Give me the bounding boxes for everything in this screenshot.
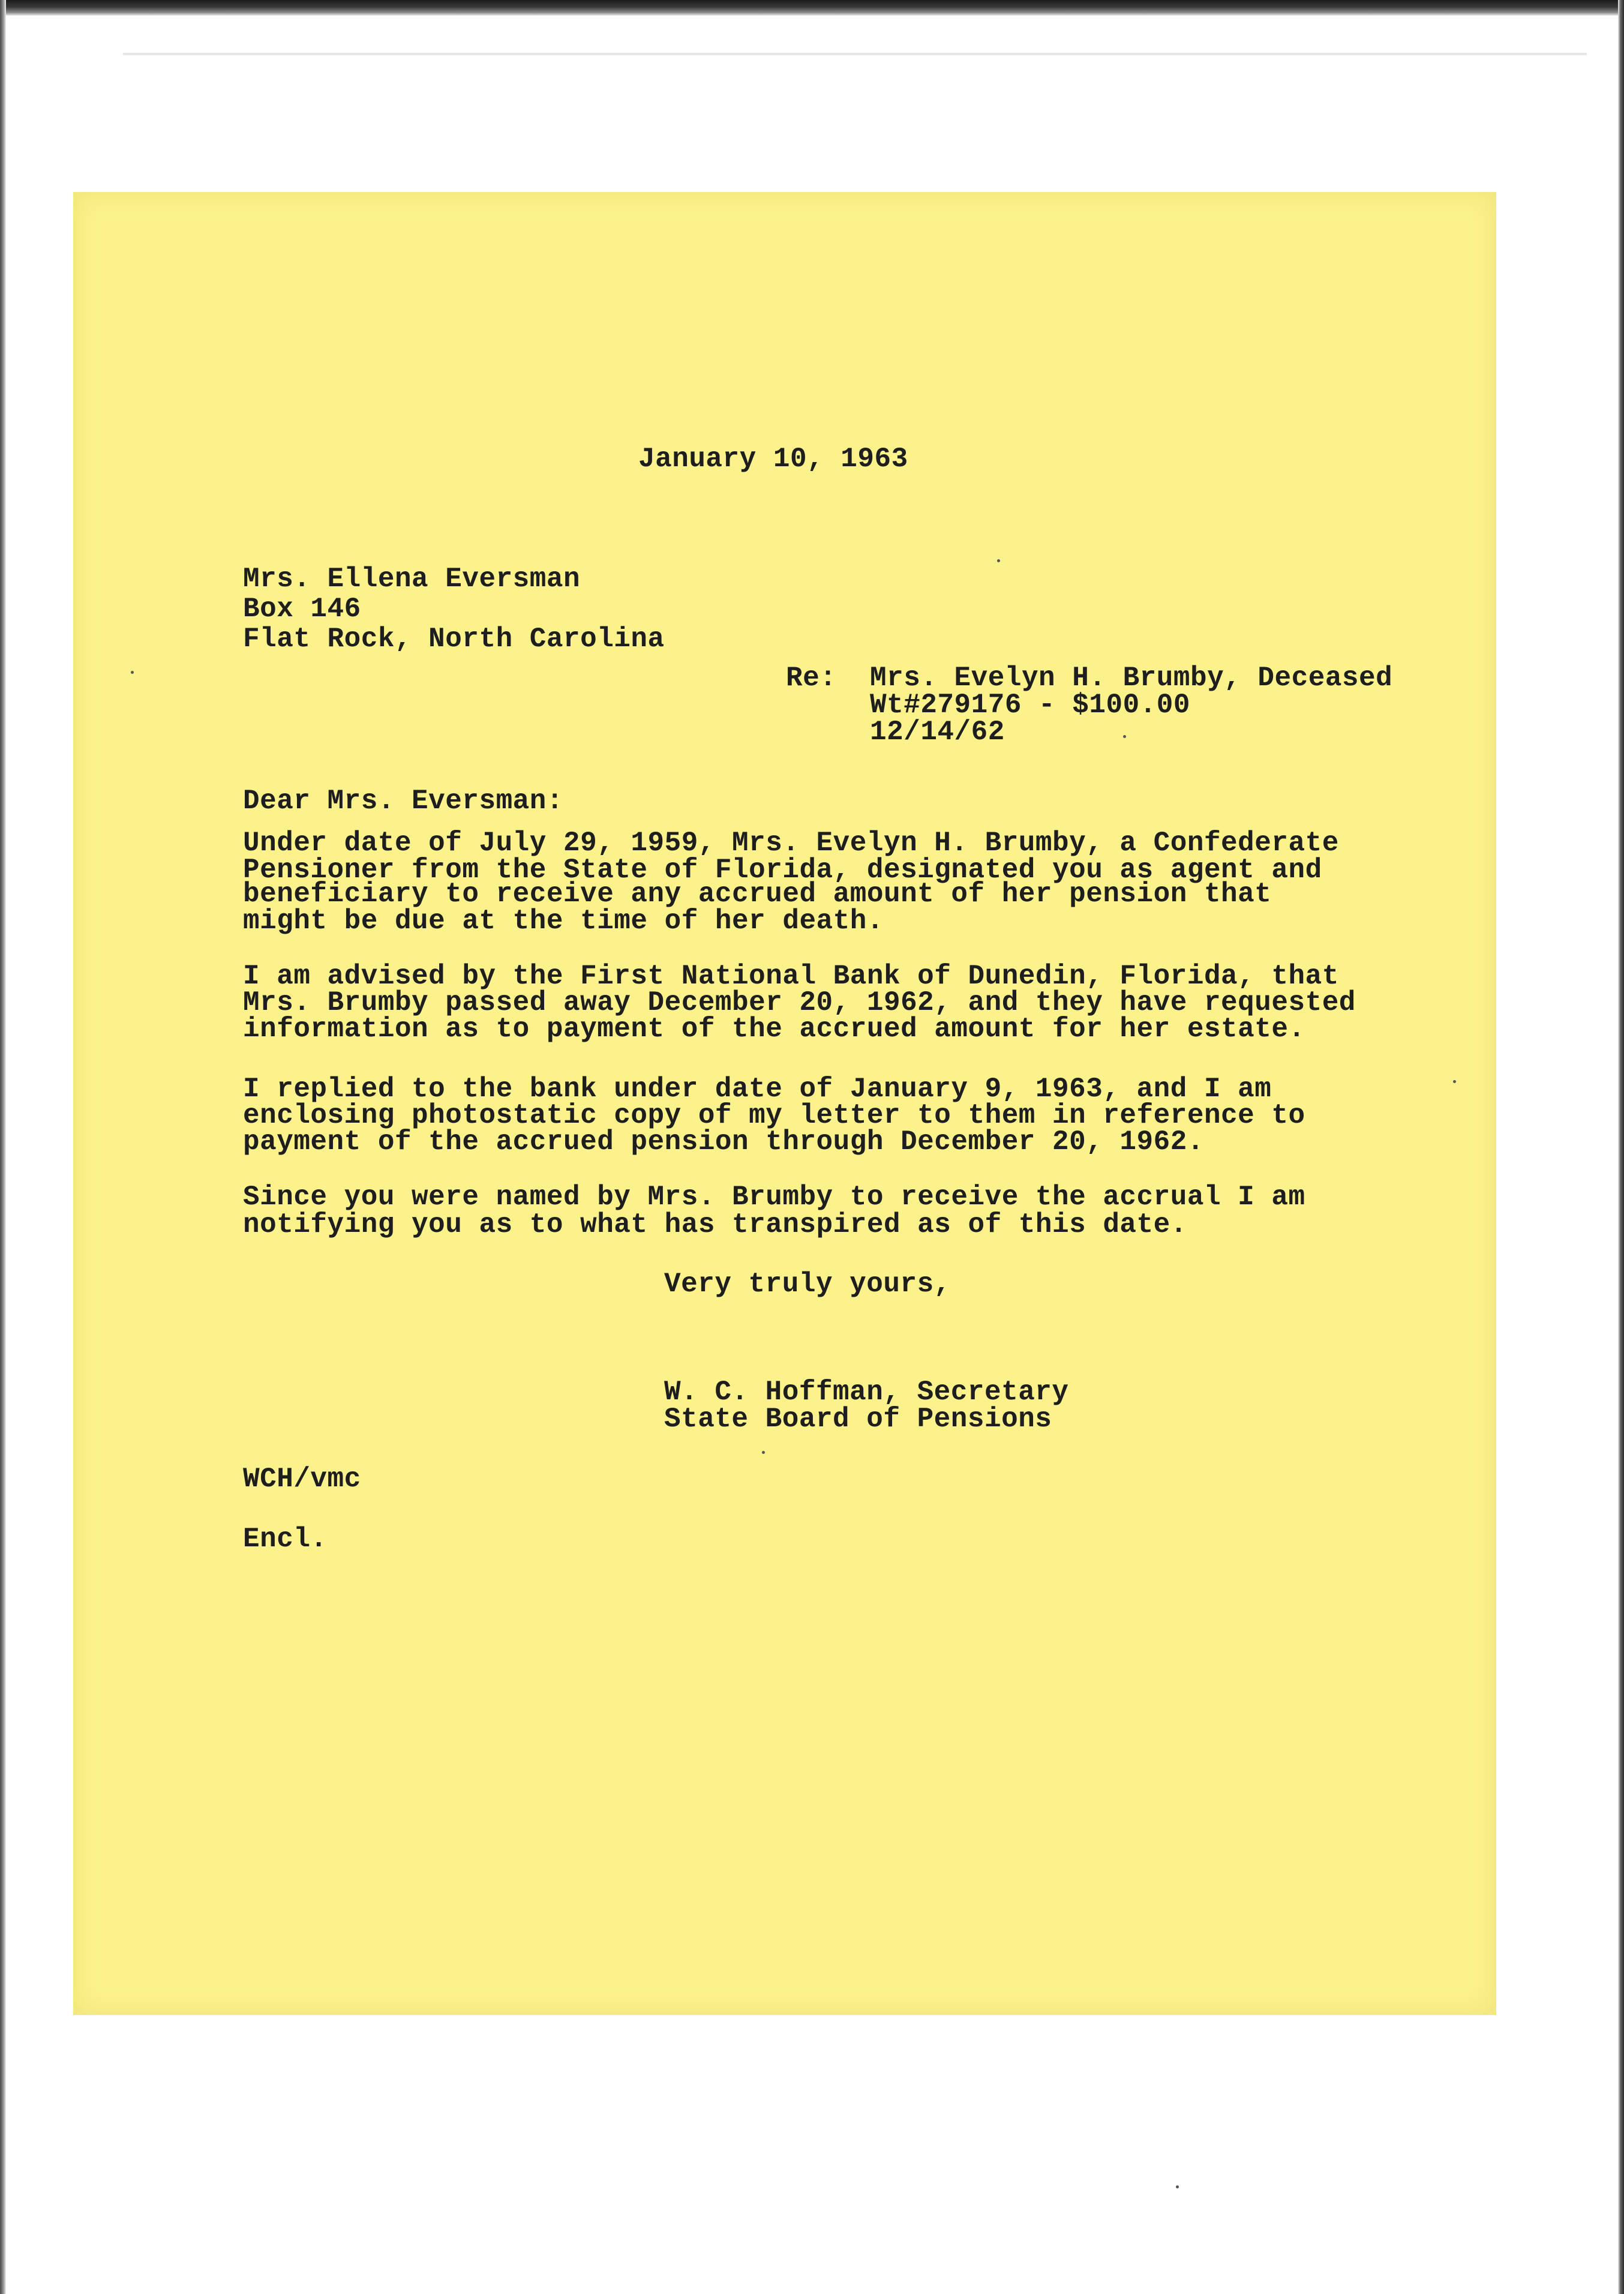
paragraph-4-line-1: Since you were named by Mrs. Brumby to receive the accrual I am [243, 1182, 1305, 1213]
paper-speck [1453, 1080, 1456, 1083]
paragraph-1-line-1: Under date of July 29, 1959, Mrs. Evelyn H. Brumby, a Confederate [243, 827, 1339, 859]
paragraph-2-line-2: Mrs. Brumby passed away December 20, 1962, and they have requested [243, 987, 1356, 1018]
letter-page [73, 192, 1496, 2015]
closing: Very truly yours, [664, 1269, 951, 1300]
paragraph-4-line-2: notifying you as to what has transpired as of this date. [243, 1209, 1187, 1240]
scan-edge-right [1618, 0, 1624, 2294]
recipient-name: Mrs. Ellena Eversman [243, 563, 581, 595]
scan-speck [1176, 2185, 1179, 2188]
typist-initials: WCH/vmc [243, 1464, 361, 1495]
sheet-edge-line [123, 53, 1587, 55]
paragraph-2-line-1: I am advised by the First National Bank of Dunedin, Florida, that [243, 961, 1339, 992]
paper-speck [762, 1451, 765, 1454]
paragraph-1-line-3: beneficiary to receive any accrued amount of her pension that [243, 878, 1272, 910]
paragraph-3-line-2: enclosing photostatic copy of my letter to them in reference to [243, 1100, 1305, 1131]
signature-org: State Board of Pensions [664, 1404, 1052, 1435]
recipient-city: Flat Rock, North Carolina [243, 623, 665, 655]
re-label: Re: [786, 662, 837, 694]
salutation: Dear Mrs. Eversman: [243, 785, 563, 817]
scan-edge-top [0, 0, 1624, 16]
paper-speck [1123, 735, 1126, 738]
paragraph-1-line-2: Pensioner from the State of Florida, designated you as agent and [243, 854, 1322, 886]
letter-date: January 10, 1963 [638, 443, 908, 475]
scan-edge-left [0, 0, 6, 2294]
signature-name: W. C. Hoffman, Secretary [664, 1377, 1069, 1408]
scan-speck [131, 671, 134, 674]
paragraph-3-line-1: I replied to the bank under date of January 9, 1963, and I am [243, 1073, 1272, 1105]
paper-speck [997, 559, 1000, 562]
paragraph-1-line-4: might be due at the time of her death. [243, 905, 884, 937]
enclosure-note: Encl. [243, 1524, 328, 1555]
paragraph-2-line-3: information as to payment of the accrued amount for her estate. [243, 1013, 1305, 1045]
paragraph-3-line-3: payment of the accrued pension through December 20, 1962. [243, 1126, 1204, 1158]
re-line-3: 12/14/62 [870, 716, 1005, 748]
re-line-1: Mrs. Evelyn H. Brumby, Deceased [870, 662, 1393, 694]
recipient-box: Box 146 [243, 593, 361, 625]
re-line-2: Wt#279176 - $100.00 [870, 689, 1190, 721]
